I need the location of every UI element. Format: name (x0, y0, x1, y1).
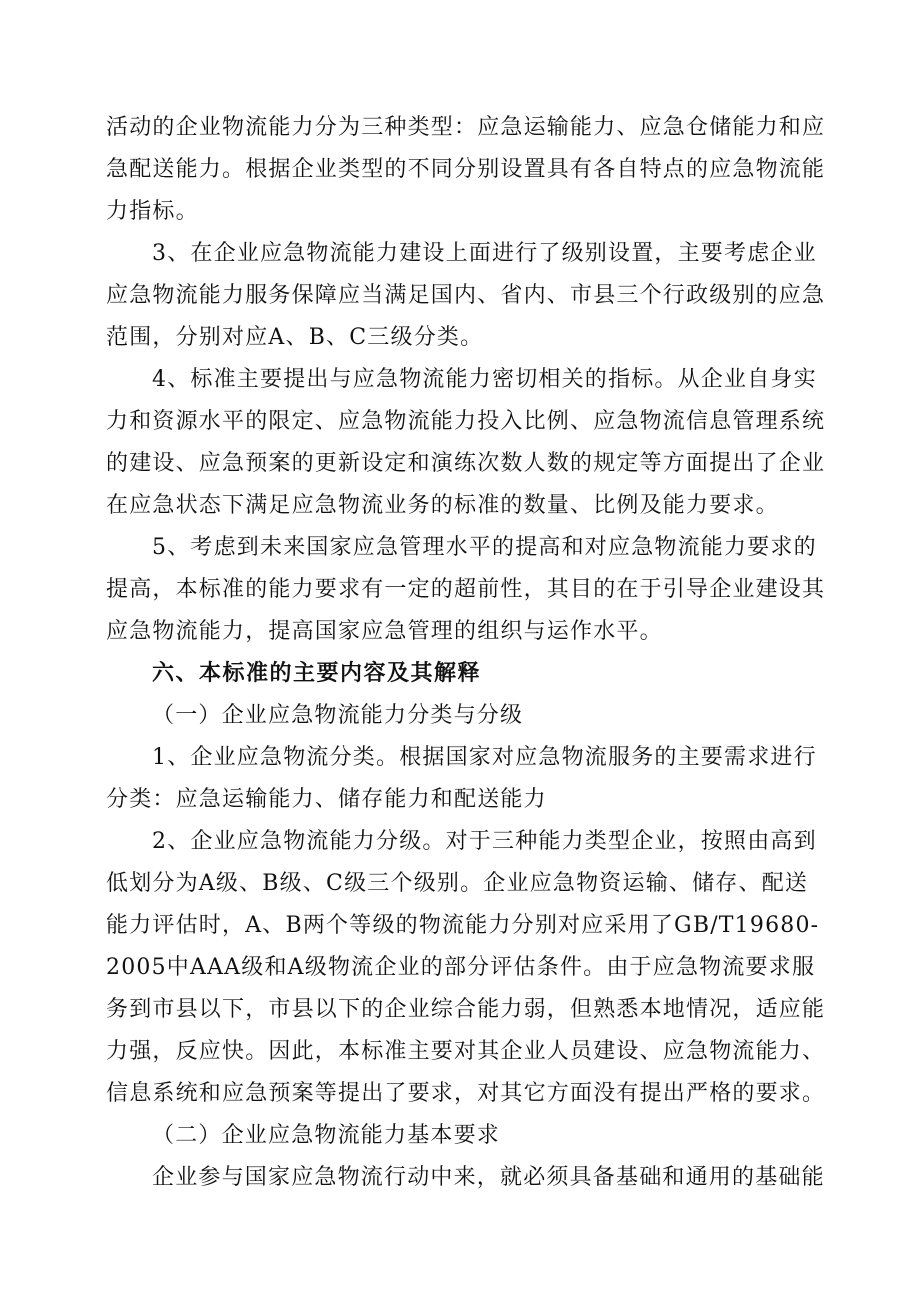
body-text-line: 力和资源水平的限定、应急物流能力投入比例、应急物流信息管理系统 (106, 409, 826, 434)
body-text-line: 提高，本标准的能力要求有一定的超前性，其目的在于引导企业建设其 (106, 577, 826, 602)
body-text-line: 在应急状态下满足应急物流业务的标准的数量、比例及能力要求。 (106, 493, 779, 518)
body-text-line: 2005中AAA级和A级物流企业的部分评估条件。由于应急物流要求服 (106, 955, 816, 980)
body-text-line: 1、企业应急物流分类。根据国家对应急物流服务的主要需求进行 (152, 745, 817, 770)
subsection-heading: （二）企业应急物流能力基本要求 (152, 1123, 501, 1148)
body-text-line: 5、考虑到未来国家应急管理水平的提高和对应急物流能力要求的 (152, 535, 817, 560)
body-text-line: 分类：应急运输能力、储存能力和配送能力 (106, 787, 547, 812)
body-text-line: 4、标准主要提出与应急物流能力密切相关的指标。从企业自身实 (152, 367, 817, 392)
body-text-line: 活动的企业物流能力分为三种类型：应急运输能力、应急仓储能力和应 (106, 115, 826, 140)
section-heading: 六、本标准的主要内容及其解释 (152, 661, 482, 686)
body-text-line: 的建设、应急预案的更新设定和演练次数人数的规定等方面提出了企业 (106, 451, 826, 476)
body-text-line: 能力评估时，A、B两个等级的物流能力分别对应采用了GB/T19680- (106, 913, 820, 938)
body-text-line: 应急物流能力服务保障应当满足国内、省内、市县三个行政级别的应急 (106, 283, 826, 308)
body-text-line: 务到市县以下，市县以下的企业综合能力弱，但熟悉本地情况，适应能 (106, 997, 826, 1022)
body-text-line: 低划分为A级、B级、C级三个级别。企业应急物资运输、储存、配送 (106, 871, 809, 896)
body-text-line: 力指标。 (106, 199, 199, 224)
body-text-line: 2、企业应急物流能力分级。对于三种能力类型企业，按照由高到 (152, 829, 817, 854)
body-text-line: 企业参与国家应急物流行动中来，就必须具备基础和通用的基础能 (152, 1165, 825, 1190)
body-text-line: 应急物流能力，提高国家应急管理的组织与运作水平。 (106, 619, 663, 644)
body-text-line: 急配送能力。根据企业类型的不同分别设置具有各自特点的应急物流能 (106, 157, 826, 182)
body-text-line: 信息系统和应急预案等提出了要求，对其它方面没有提出严格的要求。 (106, 1081, 826, 1106)
subsection-heading: （一）企业应急物流能力分类与分级 (152, 703, 524, 728)
body-text-line: 力强，反应快。因此，本标准主要对其企业人员建设、应急物流能力、 (106, 1039, 826, 1064)
body-text-line: 范围，分别对应A、B、C三级分类。 (106, 325, 484, 350)
body-text-line: 3、在企业应急物流能力建设上面进行了级别设置，主要考虑企业 (152, 241, 817, 266)
